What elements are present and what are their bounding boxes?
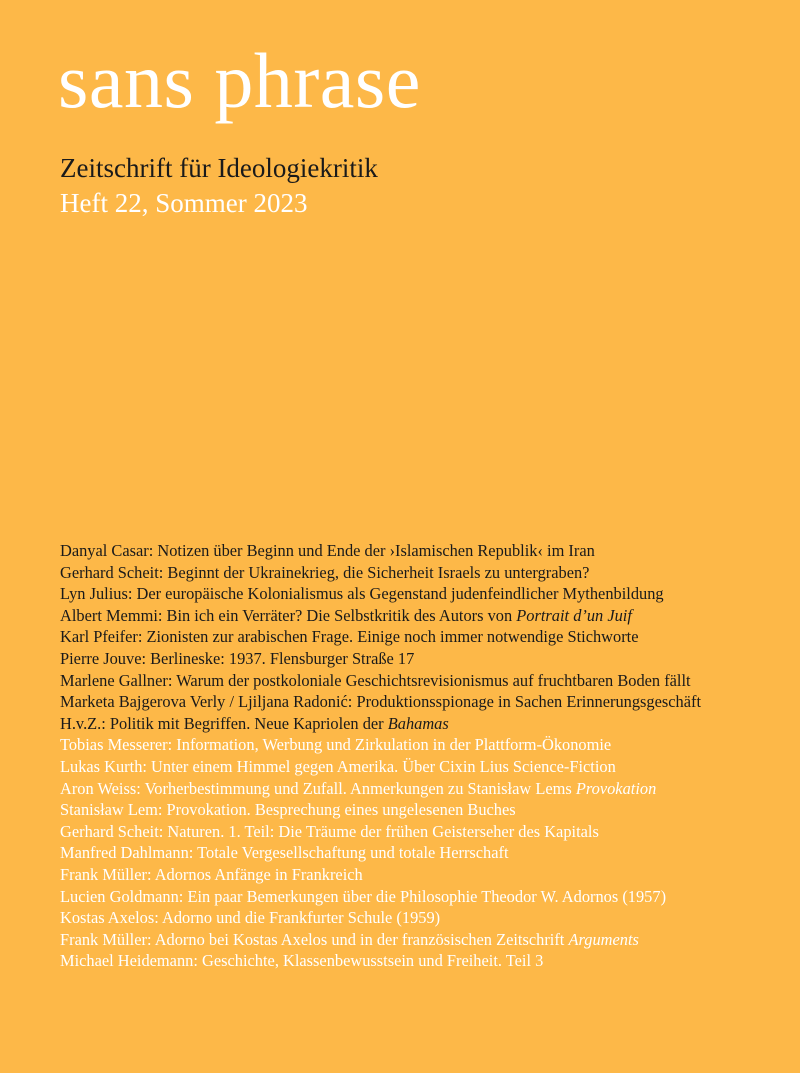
table-of-contents — [60, 540, 790, 972]
toc-item: Marlene Gallner: Warum der postkoloniale Geschichtsrevisionismus auf fruchtbaren Boden fällt — [60, 670, 691, 690]
toc-item: Manfred Dahlmann: Totale Vergesellschaftung und totale Herrschaft — [60, 843, 509, 863]
toc-item: Gerhard Scheit: Naturen. 1. Teil: Die Träume der frühen Geisterseher des Kapitals — [60, 821, 599, 841]
toc-item: Frank Müller: Adornos Anfänge in Frankreich — [60, 864, 363, 884]
toc-item: Lukas Kurth: Unter einem Himmel gegen Amerika. Über Cixin Lius Science-Fiction — [60, 756, 616, 776]
toc-item: Michael Heidemann: Geschichte, Klassenbewusstsein und Freiheit. Teil 3 — [60, 951, 544, 971]
magazine-subtitle: Zeitschrift für Ideologiekritik — [60, 153, 378, 183]
toc-item: Tobias Messerer: Information, Werbung und Zirkulation in der Plattform-Ökonomie — [60, 735, 612, 755]
toc-item: Aron Weiss: Vorherbestimmung und Zufall. Anmerkungen zu Stanisław Lems Provokation — [60, 778, 657, 798]
toc-item: Stanisław Lem: Provokation. Besprechung eines ungelesenen Buches — [60, 800, 516, 820]
toc-item: Lucien Goldmann: Ein paar Bemerkungen über die Philosophie Theodor W. Adornos (1957) — [60, 886, 667, 906]
toc-item: Danyal Casar: Notizen über Beginn und Ende der ›Islamischen Republik‹ im Iran — [60, 541, 595, 560]
toc-item: Pierre Jouve: Berlineske: 1937. Flensburger Straße 17 — [60, 648, 415, 668]
issue-label: Heft 22, Sommer 2023 — [60, 188, 308, 218]
magazine-title: sans phrase — [58, 37, 421, 124]
toc-item: Kostas Axelos: Adorno und die Frankfurter Schule (1959) — [60, 908, 441, 928]
toc-item: Albert Memmi: Bin ich ein Verräter? Die Selbstkritik des Autors von Portrait d’un Juif — [60, 605, 632, 625]
toc-item: Gerhard Scheit: Beginnt der Ukrainekrieg, die Sicherheit Israels zu untergraben? — [60, 562, 590, 582]
toc-item: Karl Pfeifer: Zionisten zur arabischen Frage. Einige noch immer notwendige Stichworte — [60, 627, 639, 647]
toc-item: H.v.Z.: Politik mit Begriffen. Neue Kapriolen der Bahamas — [60, 713, 449, 733]
toc-item: Marketa Bajgerova Verly / Ljiljana Radonić: Produktionsspionage in Sachen Erinnerungsgeschäft — [60, 692, 702, 712]
toc-item: Frank Müller: Adorno bei Kostas Axelos und in der französischen Zeitschrift Arguments — [60, 929, 639, 949]
toc-item: Lyn Julius: Der europäische Kolonialismus als Gegenstand judenfeindlicher Mythenbildung — [60, 584, 664, 604]
